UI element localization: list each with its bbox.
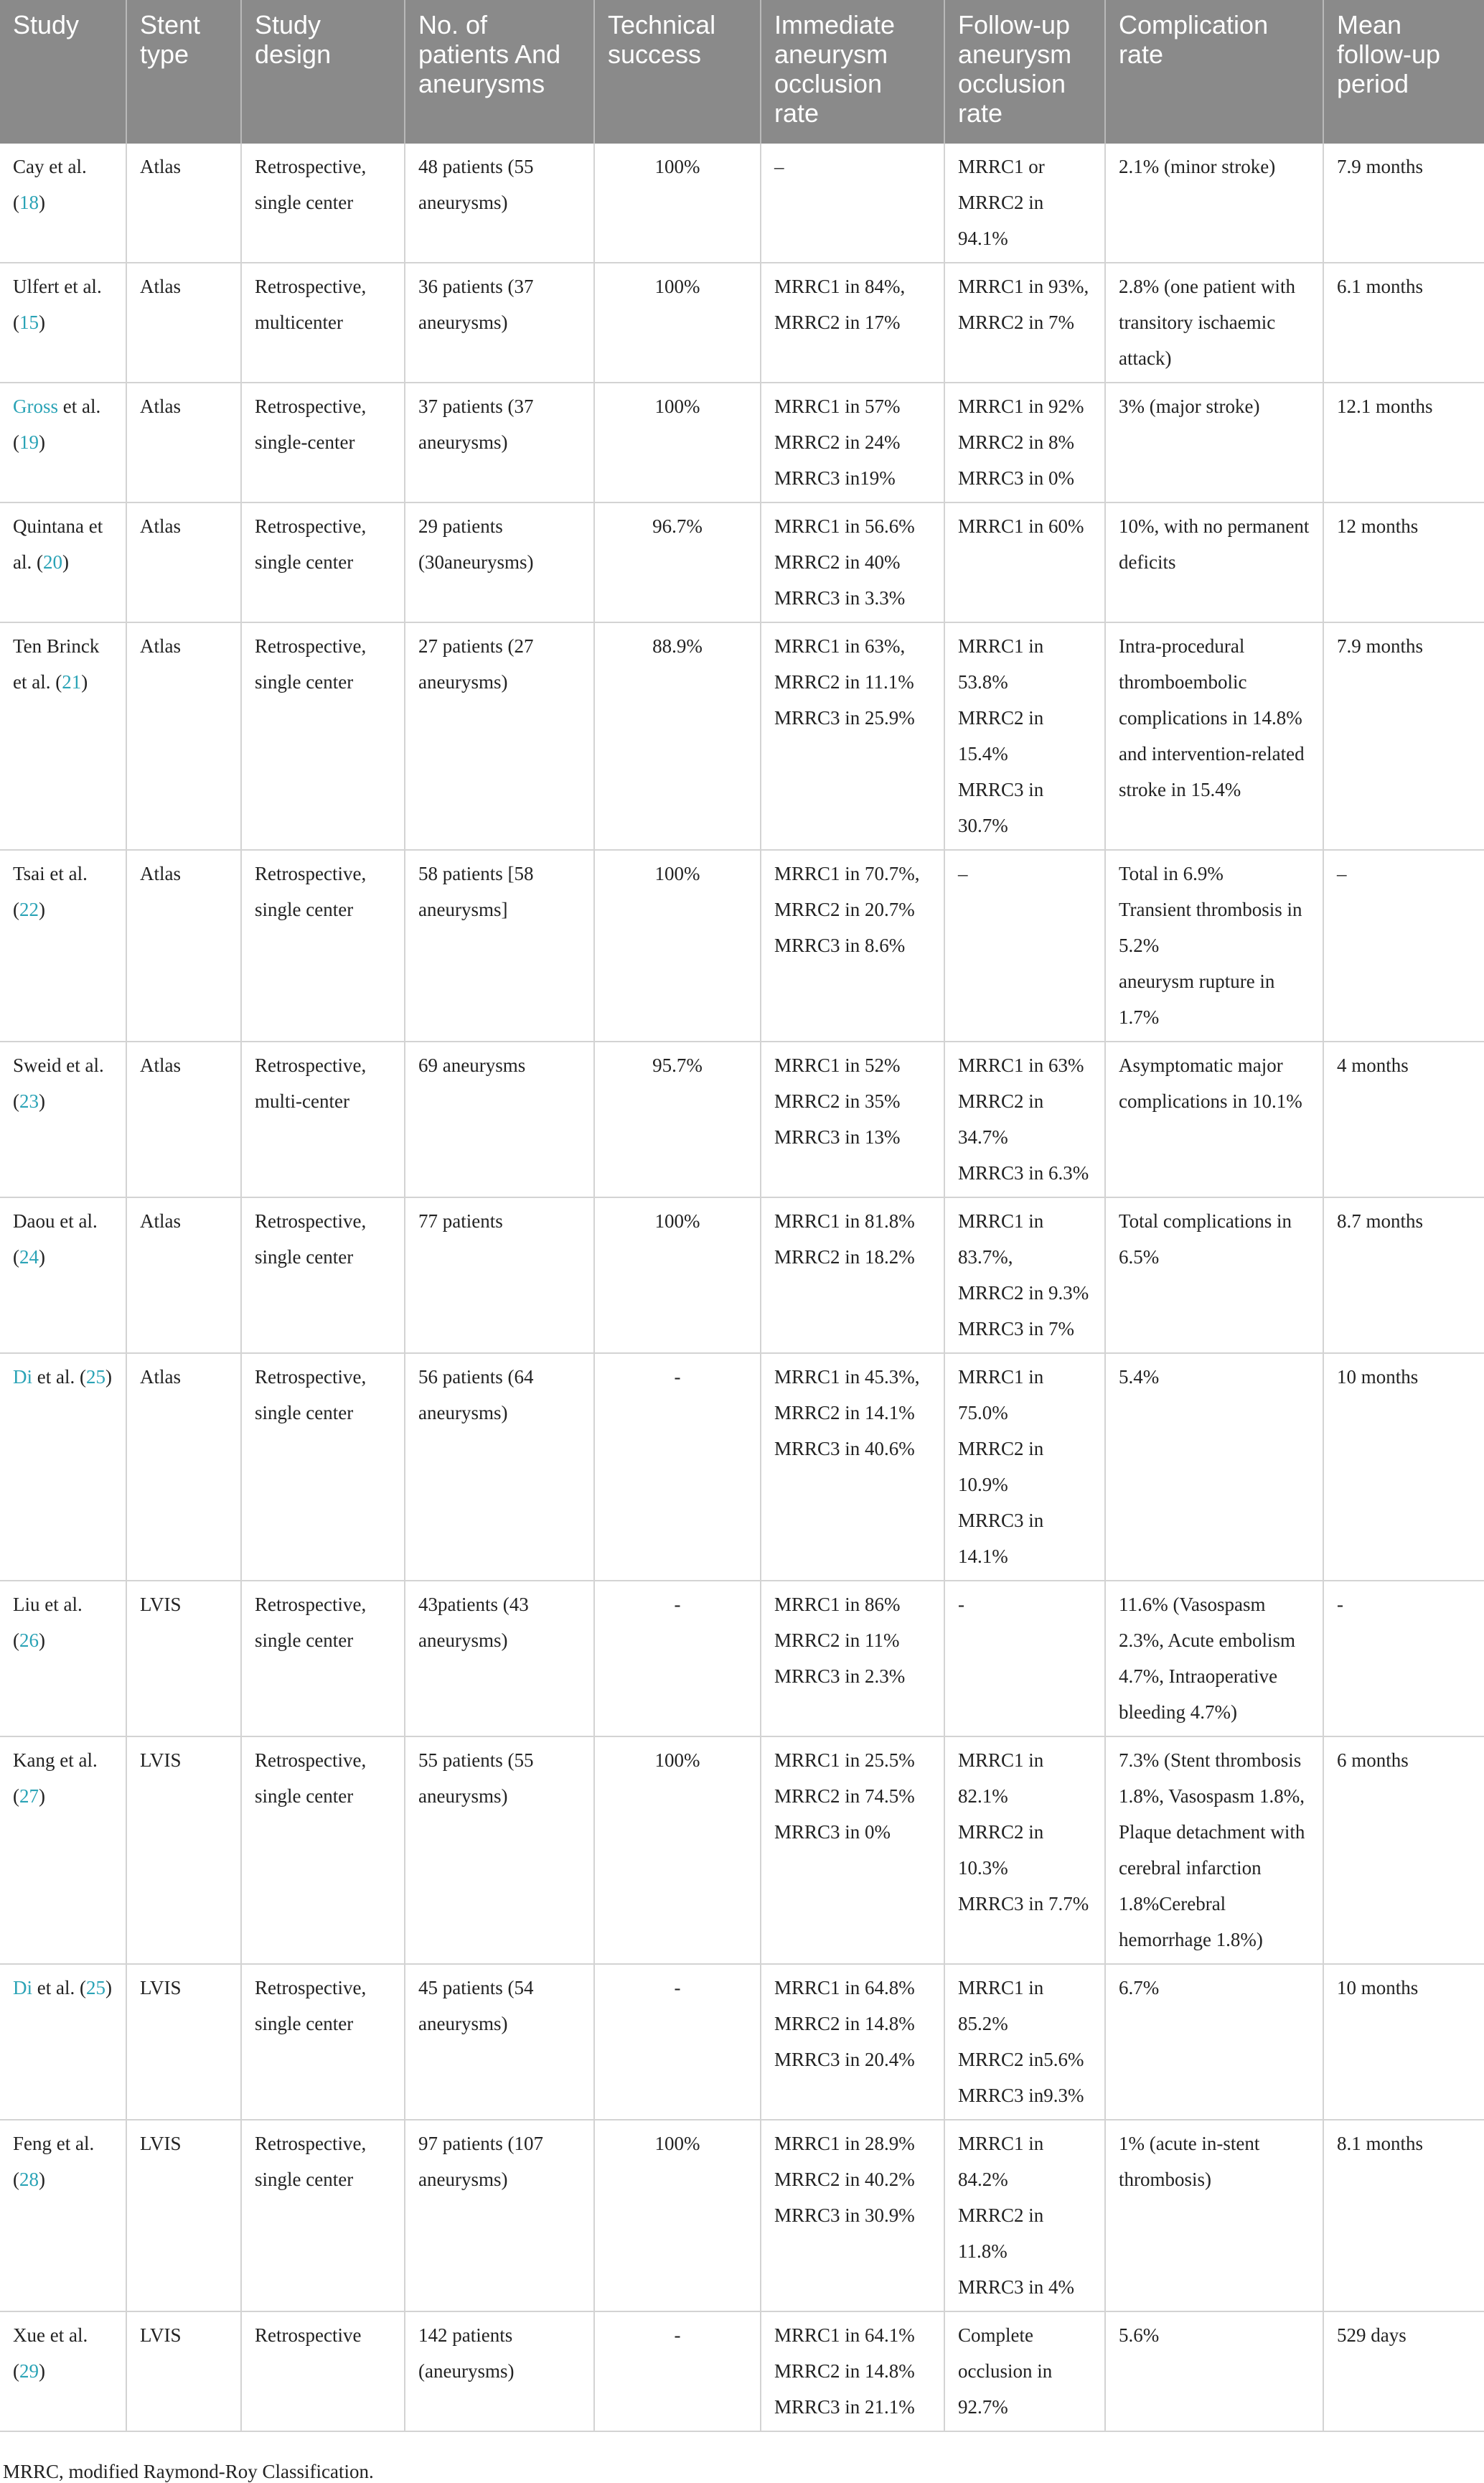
table-row <box>0 1581 1484 1736</box>
cell-stent-type: Atlas <box>126 1197 241 1353</box>
cell-mean-followup: 7.9 months <box>1323 622 1484 850</box>
cell-line: MRRC2 in 7% <box>958 312 1075 333</box>
cell-study: Di et al. (25) <box>0 1964 126 2120</box>
table-footnote: MRRC, modified Raymond-Roy Classification. <box>3 2461 374 2482</box>
cell-study-design: Retrospective, single center <box>241 622 405 850</box>
cell-complication-rate <box>1105 263 1323 383</box>
cell-stent-type: Atlas <box>126 383 241 502</box>
cell-study: Liu et al. (26) <box>0 1581 126 1736</box>
table-row <box>0 263 1484 383</box>
cell-line: MRRC3 in9.3% <box>958 2085 1084 2106</box>
cell-complication-rate <box>1105 850 1323 1042</box>
cell-stent-type: Atlas <box>126 622 241 850</box>
cell-mean-followup: 12.1 months <box>1323 383 1484 502</box>
cell-line: MRRC3 in 7.7% <box>958 1893 1089 1914</box>
cell-line: MRRC1 in 63%, <box>774 635 906 657</box>
cell-line: aneurysm rupture in 1.7% <box>1119 971 1275 1028</box>
cell-complication-rate <box>1105 144 1323 263</box>
table-row <box>0 502 1484 622</box>
cell-stent-type: LVIS <box>126 2311 241 2431</box>
cell-mean-followup: 8.1 months <box>1323 2120 1484 2311</box>
cell-line: MRRC1 in 85.2% <box>958 1977 1044 2034</box>
cell-immediate-occlusion <box>761 1197 944 1353</box>
cell-line: MRRC2 in 11.8% <box>958 2204 1044 2262</box>
cell-mean-followup: – <box>1323 850 1484 1042</box>
header-complication-rate: Complication rate <box>1105 0 1323 144</box>
cell-technical-success: 100% <box>594 850 761 1042</box>
cell-line: MRRC1 in 53.8% <box>958 635 1044 693</box>
cell-stent-type: LVIS <box>126 2120 241 2311</box>
cell-line: MRRC1 in 75.0% <box>958 1366 1044 1423</box>
cell-line: 1% (acute in-stent thrombosis) <box>1119 2133 1260 2190</box>
author-reference-link[interactable]: Di <box>13 1366 32 1388</box>
cell-line: MRRC2 in 18.2% <box>774 1246 915 1268</box>
cell-line: 6.7% <box>1119 1977 1160 1998</box>
cell-followup-occlusion <box>944 263 1105 383</box>
cell-line: MRRC3 in 2.3% <box>774 1665 906 1687</box>
cell-patients: 45 patients (54 aneurysms) <box>405 1964 594 2120</box>
cell-line: MRRC1 in 25.5% <box>774 1749 915 1771</box>
table-header <box>0 0 1484 144</box>
cell-immediate-occlusion <box>761 1736 944 1964</box>
cell-study: Feng et al. (28) <box>0 2120 126 2311</box>
cell-complication-rate <box>1105 1736 1323 1964</box>
table-row <box>0 850 1484 1042</box>
cell-line: MRRC2 in 74.5% <box>774 1785 915 1807</box>
cell-line: MRRC1 in 70.7%, <box>774 863 920 884</box>
cell-study-design: Retrospective, single-center <box>241 383 405 502</box>
cell-followup-occlusion <box>944 144 1105 263</box>
cell-patients: 37 patients (37 aneurysms) <box>405 383 594 502</box>
citation-link[interactable]: 22 <box>19 899 39 920</box>
cell-study-design: Retrospective, single center <box>241 1581 405 1736</box>
cell-line: – <box>774 156 784 177</box>
citation-link[interactable]: 24 <box>19 1246 39 1268</box>
citation-link[interactable]: 19 <box>19 431 39 453</box>
cell-technical-success: 96.7% <box>594 502 761 622</box>
cell-study-design: Retrospective, single center <box>241 1197 405 1353</box>
cell-study: Sweid et al. (23) <box>0 1042 126 1197</box>
cell-mean-followup: 4 months <box>1323 1042 1484 1197</box>
cell-complication-rate <box>1105 1197 1323 1353</box>
cell-study-design: Retrospective, single center <box>241 1964 405 2120</box>
cell-line: MRRC3 in 7% <box>958 1318 1075 1339</box>
study-author: Xue et al. <box>13 2324 88 2346</box>
cell-line: Complete occlusion in 92.7% <box>958 2324 1053 2418</box>
cell-technical-success: 100% <box>594 263 761 383</box>
study-author: et al. <box>37 1366 75 1388</box>
header-row <box>0 0 1484 144</box>
cell-line: MRRC3 in19% <box>774 467 896 489</box>
cell-study-design: Retrospective, single center <box>241 2120 405 2311</box>
cell-line: MRRC2 in 11.1% <box>774 671 914 693</box>
cell-stent-type: Atlas <box>126 1042 241 1197</box>
citation-link[interactable]: 28 <box>19 2169 39 2190</box>
cell-study: Di et al. (25) <box>0 1353 126 1581</box>
cell-followup-occlusion <box>944 502 1105 622</box>
cell-line: MRRC3 in 6.3% <box>958 1162 1089 1184</box>
cell-followup-occlusion <box>944 1042 1105 1197</box>
cell-stent-type: Atlas <box>126 144 241 263</box>
table-row <box>0 2311 1484 2431</box>
cell-technical-success: 100% <box>594 1197 761 1353</box>
cell-technical-success: - <box>594 1964 761 2120</box>
cell-line: MRRC1 in 63% <box>958 1055 1084 1076</box>
cell-line: MRRC2 in 10.9% <box>958 1438 1044 1495</box>
study-author: Feng et al. <box>13 2133 95 2154</box>
cell-line: MRRC3 in 30.7% <box>958 779 1044 836</box>
study-author: Liu et al. <box>13 1594 83 1615</box>
cell-line: MRRC1 in 81.8% <box>774 1210 915 1232</box>
cell-line: - <box>958 1594 964 1615</box>
cell-line: 7.3% (Stent thrombosis 1.8%, Vasospasm 1.8%, Plaque detachment with cerebral infarction 1.8%Cerebral hemorrhage 1.8%) <box>1119 1749 1305 1950</box>
header-mean-followup: Mean follow-up period <box>1323 0 1484 144</box>
cell-followup-occlusion <box>944 1197 1105 1353</box>
cell-patients: 69 aneurysms <box>405 1042 594 1197</box>
cell-technical-success: 100% <box>594 383 761 502</box>
cell-line: MRRC2 in 40% <box>774 551 901 573</box>
table-row <box>0 144 1484 263</box>
cell-mean-followup: 10 months <box>1323 1353 1484 1581</box>
cell-stent-type: Atlas <box>126 502 241 622</box>
cell-patients: 48 patients (55 aneurysms) <box>405 144 594 263</box>
cell-immediate-occlusion <box>761 1042 944 1197</box>
cell-line: MRRC2 in 35% <box>774 1090 901 1112</box>
cell-stent-type: LVIS <box>126 1736 241 1964</box>
cell-patients: 36 patients (37 aneurysms) <box>405 263 594 383</box>
cell-line: Total complications in 6.5% <box>1119 1210 1292 1268</box>
header-study-design: Study design <box>241 0 405 144</box>
cell-complication-rate <box>1105 622 1323 850</box>
cell-line: MRRC1 in 82.1% <box>958 1749 1044 1807</box>
citation-link[interactable]: 23 <box>19 1090 39 1112</box>
cell-line: 3% (major stroke) <box>1119 396 1260 417</box>
header-followup-occlusion: Follow-up aneurysm occlusion rate <box>944 0 1105 144</box>
cell-line: MRRC3 in 4% <box>958 2276 1075 2298</box>
cell-technical-success: - <box>594 1581 761 1736</box>
cell-complication-rate <box>1105 1042 1323 1197</box>
cell-line: MRRC3 in 20.4% <box>774 2049 915 2070</box>
author-reference-link[interactable]: Gross <box>13 396 59 417</box>
cell-line: MRRC3 in 21.1% <box>774 2396 915 2418</box>
cell-study: Quintana et al. (20) <box>0 502 126 622</box>
cell-mean-followup: 12 months <box>1323 502 1484 622</box>
cell-immediate-occlusion <box>761 1581 944 1736</box>
cell-line: MRRC1 in 52% <box>774 1055 901 1076</box>
table-row <box>0 1042 1484 1197</box>
cell-complication-rate <box>1105 1353 1323 1581</box>
study-author: et al. <box>37 1977 75 1998</box>
table-row <box>0 622 1484 850</box>
cell-immediate-occlusion <box>761 622 944 850</box>
cell-line: MRRC3 in 0% <box>774 1821 891 1843</box>
cell-line: MRRC2 in5.6% <box>958 2049 1084 2070</box>
cell-patients: 43patients (43 aneurysms) <box>405 1581 594 1736</box>
cell-patients: 142 patients (aneurysms) <box>405 2311 594 2431</box>
cell-immediate-occlusion <box>761 502 944 622</box>
cell-study-design: Retrospective, single center <box>241 1353 405 1581</box>
citation-link[interactable]: 25 <box>85 1977 105 1998</box>
cell-study-design: Retrospective, single center <box>241 144 405 263</box>
citation-link[interactable]: 20 <box>43 551 62 573</box>
cell-line: MRRC2 in 17% <box>774 312 901 333</box>
cell-technical-success: 100% <box>594 2120 761 2311</box>
citation-link[interactable]: 27 <box>19 1785 39 1807</box>
cell-line: MRRC2 in 8% <box>958 431 1075 453</box>
cell-immediate-occlusion <box>761 263 944 383</box>
citation-link[interactable]: 21 <box>62 671 82 693</box>
cell-mean-followup: 6.1 months <box>1323 263 1484 383</box>
cell-complication-rate <box>1105 383 1323 502</box>
cell-patients: 55 patients (55 aneurysms) <box>405 1736 594 1964</box>
cell-mean-followup: 6 months <box>1323 1736 1484 1964</box>
table-row <box>0 1197 1484 1353</box>
cell-line: MRRC2 in 10.3% <box>958 1821 1044 1879</box>
cell-line: Transient thrombosis in 5.2% <box>1119 899 1302 956</box>
study-author: Kang et al. <box>13 1749 98 1771</box>
cell-followup-occlusion <box>944 383 1105 502</box>
cell-followup-occlusion <box>944 1581 1105 1736</box>
cell-line: MRRC3 in 13% <box>774 1126 901 1148</box>
cell-line: – <box>958 863 968 884</box>
citation-link[interactable]: 18 <box>19 192 39 213</box>
cell-followup-occlusion <box>944 1353 1105 1581</box>
cell-technical-success: 100% <box>594 144 761 263</box>
table-body <box>0 144 1484 2431</box>
cell-technical-success: - <box>594 2311 761 2431</box>
cell-technical-success: 100% <box>594 1736 761 1964</box>
cell-complication-rate <box>1105 502 1323 622</box>
cell-line: MRRC2 in 11% <box>774 1629 900 1651</box>
study-author: Cay et al. <box>13 156 87 177</box>
cell-stent-type: Atlas <box>126 263 241 383</box>
cell-line: MRRC2 in 14.8% <box>774 2360 915 2382</box>
cell-line: 2.1% (minor stroke) <box>1119 156 1276 177</box>
cell-line: MRRC2 in 34.7% <box>958 1090 1044 1148</box>
cell-patients: 97 patients (107 aneurysms) <box>405 2120 594 2311</box>
cell-line: MRRC1 in 57% <box>774 396 901 417</box>
table-row <box>0 1353 1484 1581</box>
cell-complication-rate <box>1105 1964 1323 2120</box>
cell-study: Ulfert et al. (15) <box>0 263 126 383</box>
table-row <box>0 1964 1484 2120</box>
cell-line: MRRC3 in 8.6% <box>774 935 906 956</box>
cell-followup-occlusion <box>944 2311 1105 2431</box>
cell-immediate-occlusion <box>761 1353 944 1581</box>
study-author: et al. <box>62 396 101 417</box>
cell-study-design: Retrospective, multicenter <box>241 263 405 383</box>
cell-mean-followup: 529 days <box>1323 2311 1484 2431</box>
cell-line: MRRC2 in 40.2% <box>774 2169 915 2190</box>
cell-line: Total in 6.9% <box>1119 863 1224 884</box>
cell-line: MRRC1 in 45.3%, <box>774 1366 920 1388</box>
header-stent-type: Stent type <box>126 0 241 144</box>
cell-technical-success: 88.9% <box>594 622 761 850</box>
cell-line: Asymptomatic major complications in 10.1% <box>1119 1055 1302 1112</box>
cell-study: Gross et al. (19) <box>0 383 126 502</box>
cell-line: MRRC3 in 0% <box>958 467 1075 489</box>
cell-stent-type: Atlas <box>126 1353 241 1581</box>
cell-study-design: Retrospective, single center <box>241 1736 405 1964</box>
study-author: Ulfert et al. <box>13 276 102 297</box>
cell-study: Tsai et al. (22) <box>0 850 126 1042</box>
cell-patients: 56 patients (64 aneurysms) <box>405 1353 594 1581</box>
cell-study-design: Retrospective, multi-center <box>241 1042 405 1197</box>
cell-followup-occlusion <box>944 1964 1105 2120</box>
header-immediate-occlusion: Immediate aneurysm occlusion rate <box>761 0 944 144</box>
cell-patients: 58 patients [58 aneurysms] <box>405 850 594 1042</box>
cell-line: MRRC1 in 56.6% <box>774 515 915 537</box>
citation-link[interactable]: 15 <box>19 312 39 333</box>
study-author: Daou et al. <box>13 1210 98 1232</box>
cell-line: MRRC1 in 86% <box>774 1594 901 1615</box>
header-patients: No. of patients And aneurysms <box>405 0 594 144</box>
header-study: Study <box>0 0 126 144</box>
cell-line: MRRC1 or MRRC2 in 94.1% <box>958 156 1045 249</box>
cell-line: 10%, with no permanent deficits <box>1119 515 1310 573</box>
author-reference-link[interactable]: Di <box>13 1977 32 1998</box>
cell-study-design: Retrospective <box>241 2311 405 2431</box>
table-row <box>0 1736 1484 1964</box>
cell-line: MRRC1 in 92% <box>958 396 1084 417</box>
cell-immediate-occlusion <box>761 383 944 502</box>
cell-line: MRRC2 in 24% <box>774 431 901 453</box>
cell-line: MRRC2 in 9.3% <box>958 1282 1089 1304</box>
cell-followup-occlusion <box>944 622 1105 850</box>
cell-line: MRRC2 in 20.7% <box>774 899 915 920</box>
cell-stent-type: LVIS <box>126 1581 241 1736</box>
cell-line: MRRC1 in 84.2% <box>958 2133 1044 2190</box>
cell-line: MRRC1 in 93%, <box>958 276 1089 297</box>
cell-followup-occlusion <box>944 1736 1105 1964</box>
cell-patients: 29 patients (30aneurysms) <box>405 502 594 622</box>
cell-immediate-occlusion <box>761 2120 944 2311</box>
cell-immediate-occlusion <box>761 1964 944 2120</box>
cell-line: MRRC1 in 83.7%, <box>958 1210 1044 1268</box>
cell-line: Intra-procedural thromboembolic complications in 14.8% and intervention-related stroke in 15.4% <box>1119 635 1305 800</box>
cell-study-design: Retrospective, single center <box>241 850 405 1042</box>
cell-line: MRRC3 in 25.9% <box>774 707 915 729</box>
cell-line: MRRC2 in 14.8% <box>774 2013 915 2034</box>
cell-patients: 27 patients (27 aneurysms) <box>405 622 594 850</box>
cell-patients: 77 patients <box>405 1197 594 1353</box>
cell-line: MRRC1 in 28.9% <box>774 2133 915 2154</box>
cell-stent-type: Atlas <box>126 850 241 1042</box>
cell-mean-followup: 8.7 months <box>1323 1197 1484 1353</box>
cell-complication-rate <box>1105 1581 1323 1736</box>
cell-line: 11.6% (Vasospasm 2.3%, Acute embolism 4.7%, Intraoperative bleeding 4.7%) <box>1119 1594 1295 1723</box>
cell-immediate-occlusion <box>761 144 944 263</box>
study-author: Sweid et al. <box>13 1055 104 1076</box>
cell-line: MRRC3 in 40.6% <box>774 1438 915 1459</box>
cell-study: Ten Brinck et al. (21) <box>0 622 126 850</box>
cell-technical-success: 95.7% <box>594 1042 761 1197</box>
cell-mean-followup: 10 months <box>1323 1964 1484 2120</box>
cell-line: MRRC1 in 60% <box>958 515 1084 537</box>
cell-line: MRRC1 in 64.1% <box>774 2324 915 2346</box>
cell-line: MRRC2 in 14.1% <box>774 1402 915 1423</box>
cell-line: MRRC3 in 14.1% <box>958 1510 1044 1567</box>
cell-line: 2.8% (one patient with transitory ischaemic attack) <box>1119 276 1295 369</box>
study-author: Ten Brinck et al. <box>13 635 100 693</box>
cell-study: Kang et al. (27) <box>0 1736 126 1964</box>
cell-study: Cay et al. (18) <box>0 144 126 263</box>
table-row <box>0 2120 1484 2311</box>
cell-line: 5.6% <box>1119 2324 1160 2346</box>
cell-study-design: Retrospective, single center <box>241 502 405 622</box>
cell-complication-rate <box>1105 2311 1323 2431</box>
citation-link[interactable]: 25 <box>85 1366 105 1388</box>
citation-link[interactable]: 26 <box>19 1629 39 1651</box>
cell-line: MRRC1 in 64.8% <box>774 1977 915 1998</box>
cell-line: MRRC1 in 84%, <box>774 276 906 297</box>
cell-line: MRRC3 in 30.9% <box>774 2204 915 2226</box>
cell-followup-occlusion <box>944 2120 1105 2311</box>
study-author: Quintana et al. <box>13 515 103 573</box>
cell-study: Daou et al. (24) <box>0 1197 126 1353</box>
cell-complication-rate <box>1105 2120 1323 2311</box>
cell-study: Xue et al. (29) <box>0 2311 126 2431</box>
cell-immediate-occlusion <box>761 850 944 1042</box>
cell-line: MRRC2 in 15.4% <box>958 707 1044 764</box>
cell-line: MRRC3 in 3.3% <box>774 587 906 609</box>
table-row <box>0 383 1484 502</box>
cell-stent-type: LVIS <box>126 1964 241 2120</box>
cell-line: 5.4% <box>1119 1366 1160 1388</box>
cell-followup-occlusion <box>944 850 1105 1042</box>
study-author: Tsai et al. <box>13 863 88 884</box>
cell-mean-followup: - <box>1323 1581 1484 1736</box>
header-technical-success: Technical success <box>594 0 761 144</box>
cell-mean-followup: 7.9 months <box>1323 144 1484 263</box>
cell-technical-success: - <box>594 1353 761 1581</box>
cell-immediate-occlusion <box>761 2311 944 2431</box>
citation-link[interactable]: 29 <box>19 2360 39 2382</box>
